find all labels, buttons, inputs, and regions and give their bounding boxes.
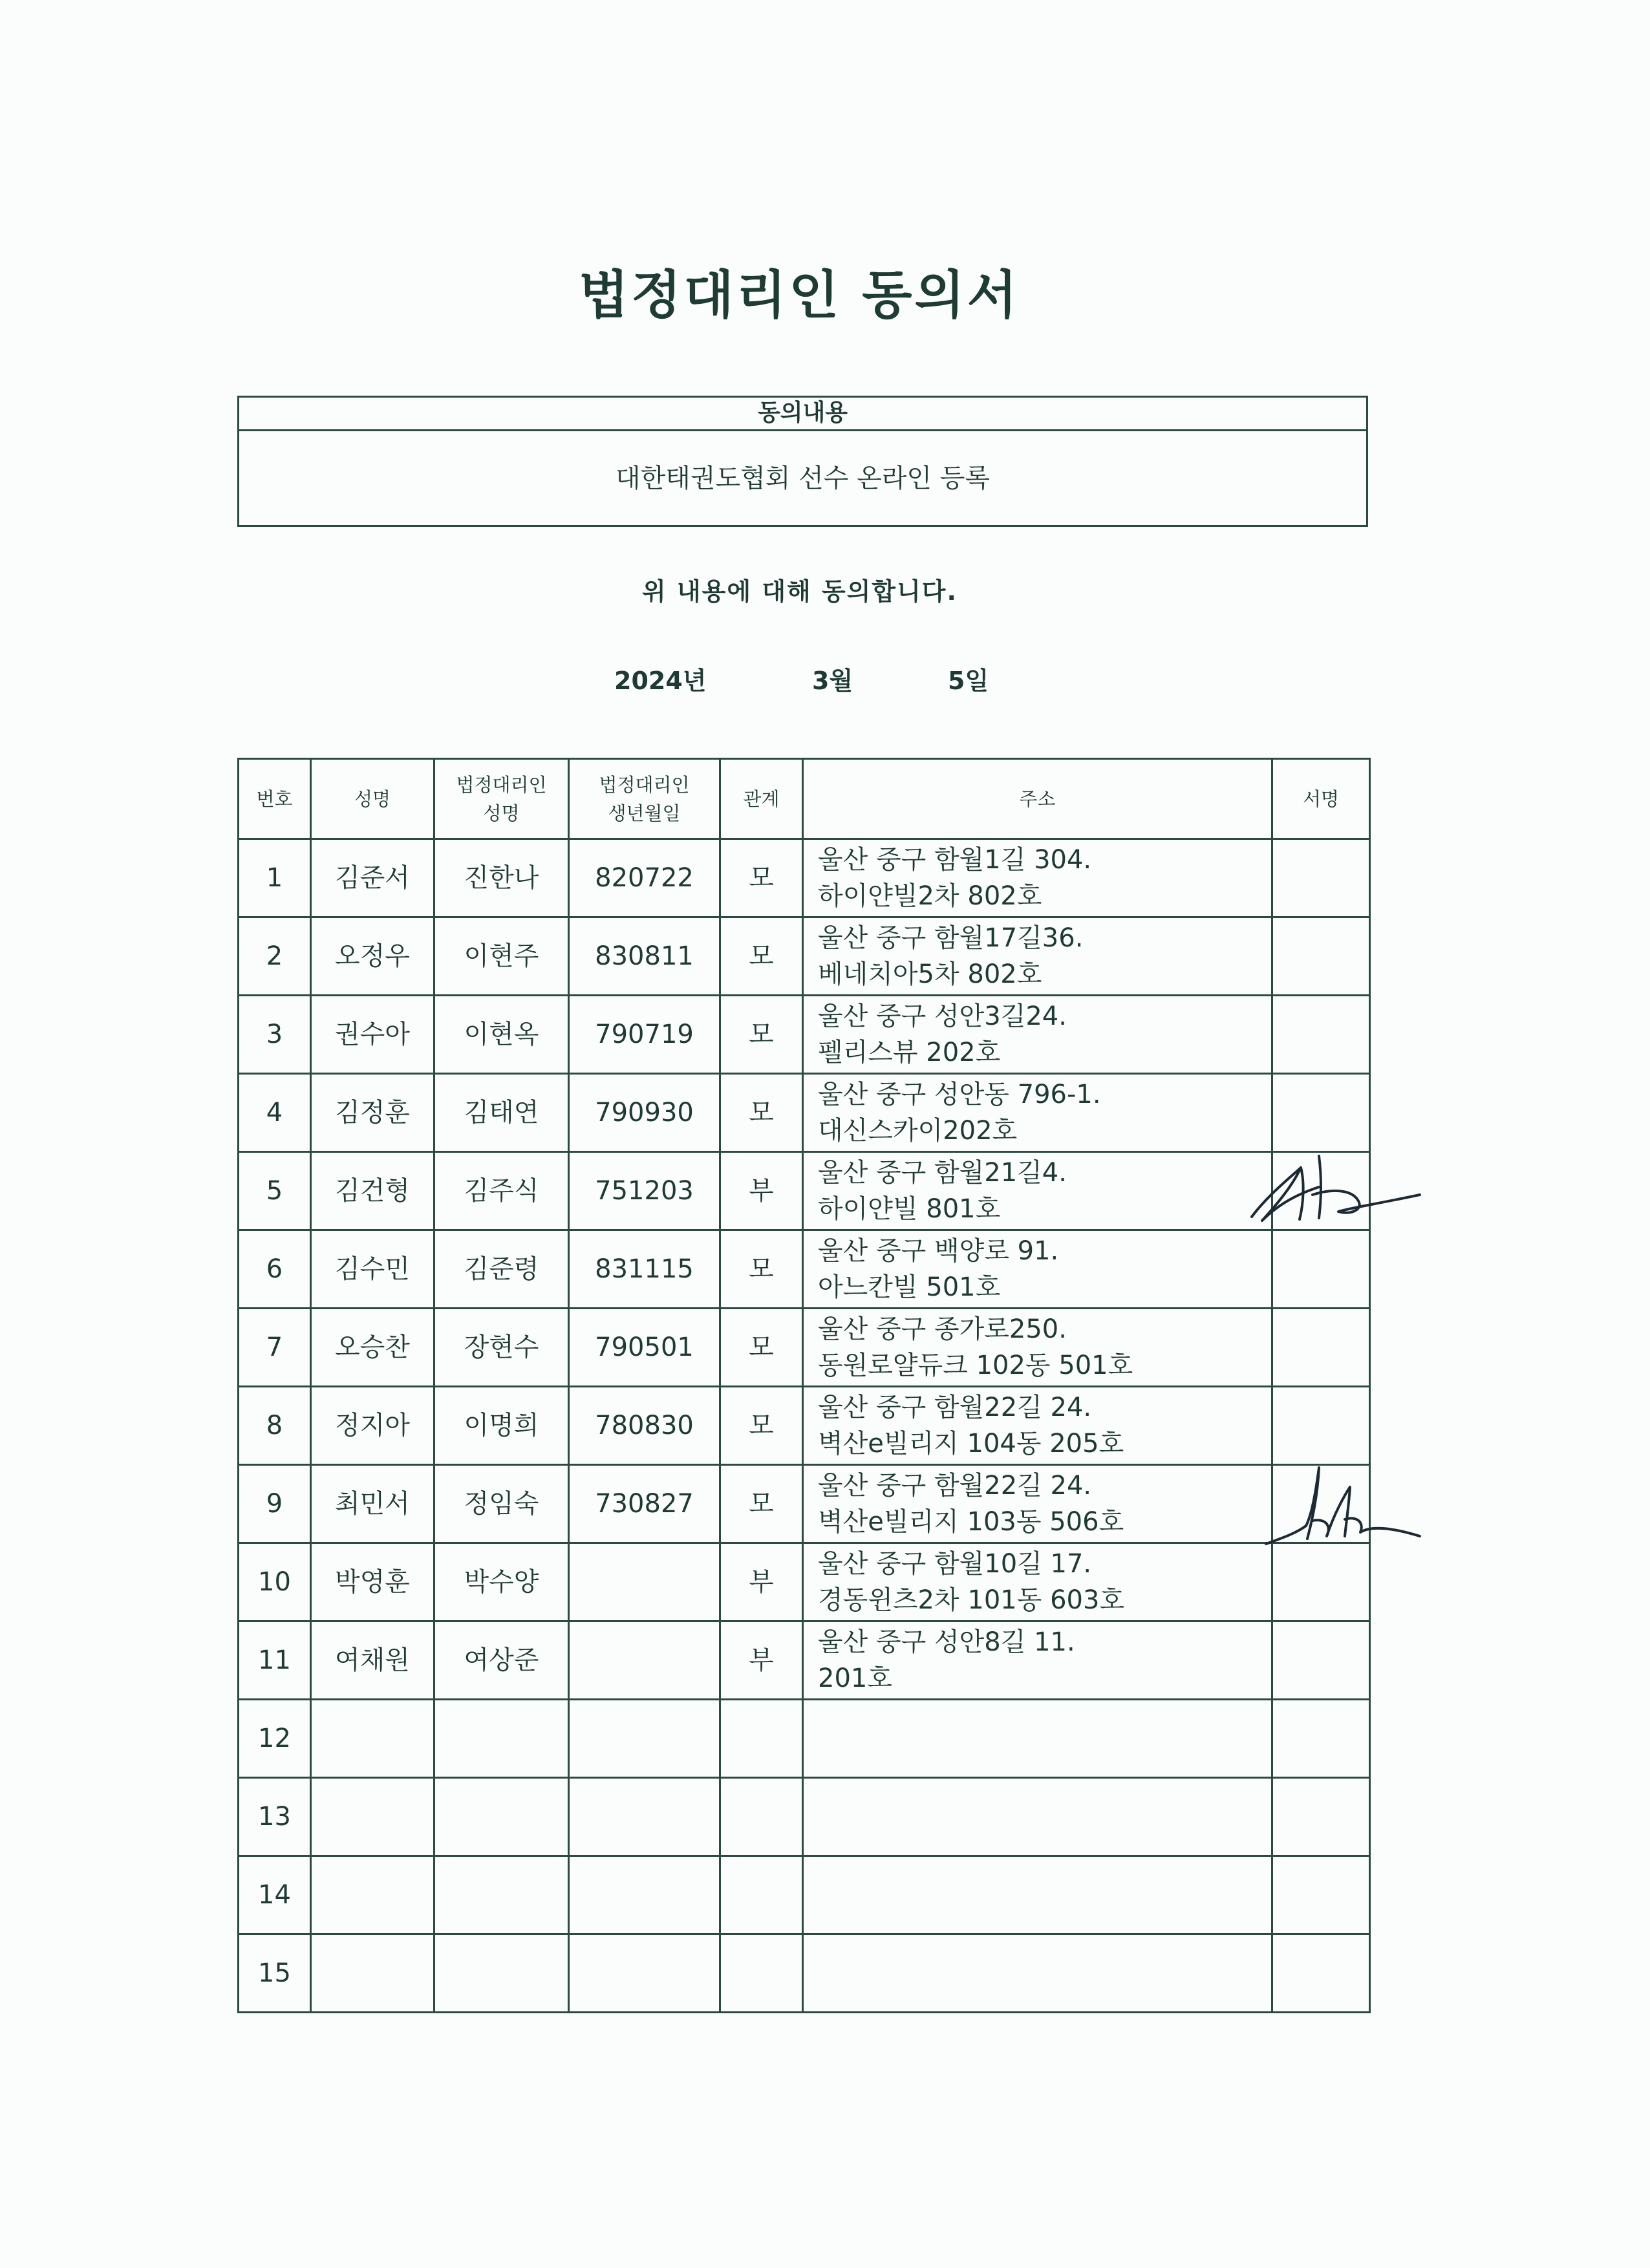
address-line: 울산 중구 함월1길 304. <box>818 845 1092 875</box>
relation: 모 <box>720 996 803 1074</box>
table-row <box>239 1934 1370 2013</box>
guardian-name <box>434 1856 569 1934</box>
student-name: 김수민 <box>311 1230 434 1309</box>
header-name: 성명 <box>311 759 434 839</box>
guardian-name: 정임숙 <box>434 1465 569 1543</box>
signature-cell <box>1272 1778 1370 1856</box>
address <box>803 1152 1272 1230</box>
table-row <box>239 1778 1370 1856</box>
address <box>803 1543 1272 1621</box>
address-line: 동원로얄듀크 102동 501호 <box>818 1351 1133 1380</box>
address-line: 울산 중구 함월21길4. <box>818 1158 1067 1188</box>
table-row <box>239 1621 1370 1700</box>
header-relation: 관계 <box>720 759 803 839</box>
signature-cell <box>1272 996 1370 1074</box>
date-day: 5일 <box>948 667 989 695</box>
row-number: 9 <box>239 1465 311 1543</box>
guardian-birthdate: 820722 <box>569 839 720 917</box>
student-name: 김정훈 <box>311 1074 434 1152</box>
guardian-birthdate: 830811 <box>569 917 720 996</box>
table-row <box>239 1700 1370 1778</box>
guardian-name <box>434 1778 569 1856</box>
guardian-name: 이명희 <box>434 1387 569 1465</box>
relation: 모 <box>720 917 803 996</box>
guardian-name: 진한나 <box>434 839 569 917</box>
relation: 모 <box>720 1465 803 1543</box>
guardian-table <box>237 758 1371 2013</box>
relation: 모 <box>720 1309 803 1387</box>
address-line: 울산 중구 백양로 91. <box>818 1236 1059 1266</box>
guardian-birthdate: 751203 <box>569 1152 720 1230</box>
table-row <box>239 1074 1370 1152</box>
signature-cell <box>1272 1856 1370 1934</box>
student-name <box>311 1778 434 1856</box>
address-line: 하이얀빌 801호 <box>818 1194 1001 1224</box>
row-number: 14 <box>239 1856 311 1934</box>
signature-cell <box>1272 1621 1370 1700</box>
header-guardian-name: 법정대리인 성명 <box>434 759 569 839</box>
row-number: 3 <box>239 996 311 1074</box>
address <box>803 996 1272 1074</box>
table-row <box>239 1387 1370 1465</box>
guardian-birthdate <box>569 1856 720 1934</box>
address <box>803 1074 1272 1152</box>
relation: 모 <box>720 1074 803 1152</box>
guardian-birthdate <box>569 1700 720 1778</box>
header-number: 번호 <box>239 759 311 839</box>
date-year: 2024년 <box>614 667 707 695</box>
guardian-name: 이현주 <box>434 917 569 996</box>
row-number: 7 <box>239 1309 311 1387</box>
header-guardian-birthdate: 법정대리인 생년월일 <box>569 759 720 839</box>
consent-header: 동의내용 <box>239 398 1366 431</box>
table-row <box>239 839 1370 917</box>
address-line: 벽산e빌리지 104동 205호 <box>818 1429 1124 1459</box>
address-line: 펠리스뷰 202호 <box>818 1038 1001 1067</box>
row-number: 2 <box>239 917 311 996</box>
address-line: 울산 중구 종가로250. <box>818 1314 1067 1344</box>
row-number: 13 <box>239 1778 311 1856</box>
address <box>803 1465 1272 1543</box>
relation: 부 <box>720 1543 803 1621</box>
relation <box>720 1778 803 1856</box>
address <box>803 1778 1272 1856</box>
relation <box>720 1934 803 2013</box>
address-line: 경동윈츠2차 101동 603호 <box>818 1585 1125 1615</box>
guardian-birthdate: 790930 <box>569 1074 720 1152</box>
guardian-birthdate <box>569 1934 720 2013</box>
signature-cell <box>1272 1230 1370 1309</box>
page-title: 법정대리인 동의서 <box>578 265 1020 325</box>
student-name: 여채원 <box>311 1621 434 1700</box>
row-number: 10 <box>239 1543 311 1621</box>
address <box>803 1934 1272 2013</box>
signature-cell <box>1272 1387 1370 1465</box>
signature-cell <box>1272 917 1370 996</box>
signature-cell <box>1272 839 1370 917</box>
guardian-name <box>434 1934 569 2013</box>
address-line: 울산 중구 함월22길 24. <box>818 1471 1092 1501</box>
address-line: 울산 중구 함월10길 17. <box>818 1549 1092 1579</box>
row-number: 11 <box>239 1621 311 1700</box>
address <box>803 1700 1272 1778</box>
guardian-name: 여상준 <box>434 1621 569 1700</box>
relation <box>720 1700 803 1778</box>
address-line: 베네치아5차 802호 <box>818 959 1042 989</box>
signature-cell <box>1272 1309 1370 1387</box>
table-row <box>239 1309 1370 1387</box>
table-row <box>239 996 1370 1074</box>
student-name: 권수아 <box>311 996 434 1074</box>
address-line: 울산 중구 함월17길36. <box>818 923 1084 953</box>
guardian-birthdate <box>569 1543 720 1621</box>
student-name: 오정우 <box>311 917 434 996</box>
row-number: 6 <box>239 1230 311 1309</box>
guardian-name <box>434 1700 569 1778</box>
student-name <box>311 1856 434 1934</box>
table-header-row <box>239 759 1370 839</box>
address-line: 대신스카이202호 <box>818 1116 1018 1146</box>
row-number: 4 <box>239 1074 311 1152</box>
guardian-name: 김태연 <box>434 1074 569 1152</box>
signature-cell <box>1272 1152 1370 1230</box>
signature-cell <box>1272 1074 1370 1152</box>
table-row <box>239 1465 1370 1543</box>
consent-content: 대한태권도협회 선수 온라인 등록 <box>615 464 991 493</box>
signature-cell <box>1272 1465 1370 1543</box>
address-line: 아느칸빌 501호 <box>818 1272 1001 1302</box>
header-address: 주소 <box>803 759 1272 839</box>
address <box>803 1621 1272 1700</box>
student-name: 정지아 <box>311 1387 434 1465</box>
guardian-birthdate: 790719 <box>569 996 720 1074</box>
signature-cell <box>1272 1934 1370 2013</box>
signature-cell <box>1272 1543 1370 1621</box>
table-row <box>239 1230 1370 1309</box>
address <box>803 1309 1272 1387</box>
guardian-birthdate <box>569 1621 720 1700</box>
date-month: 3월 <box>812 667 853 695</box>
student-name <box>311 1700 434 1778</box>
consent-box <box>237 396 1368 527</box>
address-line: 울산 중구 성안8길 11. <box>818 1627 1075 1657</box>
row-number: 5 <box>239 1152 311 1230</box>
relation: 모 <box>720 839 803 917</box>
address-line: 울산 중구 성안3길24. <box>818 1001 1067 1031</box>
student-name: 최민서 <box>311 1465 434 1543</box>
guardian-name: 장현수 <box>434 1309 569 1387</box>
relation: 부 <box>720 1152 803 1230</box>
address <box>803 839 1272 917</box>
guardian-birthdate: 730827 <box>569 1465 720 1543</box>
row-number: 8 <box>239 1387 311 1465</box>
relation: 부 <box>720 1621 803 1700</box>
guardian-birthdate <box>569 1778 720 1856</box>
table-row <box>239 1152 1370 1230</box>
row-number: 12 <box>239 1700 311 1778</box>
signature-cell <box>1272 1700 1370 1778</box>
table-row <box>239 917 1370 996</box>
address-line: 울산 중구 성안동 796-1. <box>818 1080 1101 1109</box>
relation <box>720 1856 803 1934</box>
student-name: 박영훈 <box>311 1543 434 1621</box>
header-signature: 서명 <box>1272 759 1370 839</box>
guardian-name: 박수양 <box>434 1543 569 1621</box>
guardian-name: 이현옥 <box>434 996 569 1074</box>
address-line: 201호 <box>818 1664 892 1693</box>
student-name <box>311 1934 434 2013</box>
address-line: 벽산e빌리지 103동 506호 <box>818 1507 1124 1537</box>
table-row <box>239 1856 1370 1934</box>
table-row <box>239 1543 1370 1621</box>
address <box>803 1387 1272 1465</box>
guardian-name: 김준령 <box>434 1230 569 1309</box>
student-name: 오승찬 <box>311 1309 434 1387</box>
relation: 모 <box>720 1387 803 1465</box>
address <box>803 1856 1272 1934</box>
address <box>803 1230 1272 1309</box>
student-name: 김준서 <box>311 839 434 917</box>
agreement-statement: 위 내용에 대해 동의합니다. <box>642 577 958 606</box>
row-number: 15 <box>239 1934 311 2013</box>
address-line: 하이얀빌2차 802호 <box>818 881 1042 911</box>
relation: 모 <box>720 1230 803 1309</box>
address-line: 울산 중구 함월22길 24. <box>818 1393 1092 1422</box>
row-number: 1 <box>239 839 311 917</box>
guardian-name: 김주식 <box>434 1152 569 1230</box>
address <box>803 917 1272 996</box>
guardian-birthdate: 780830 <box>569 1387 720 1465</box>
guardian-birthdate: 790501 <box>569 1309 720 1387</box>
guardian-birthdate: 831115 <box>569 1230 720 1309</box>
student-name: 김건형 <box>311 1152 434 1230</box>
